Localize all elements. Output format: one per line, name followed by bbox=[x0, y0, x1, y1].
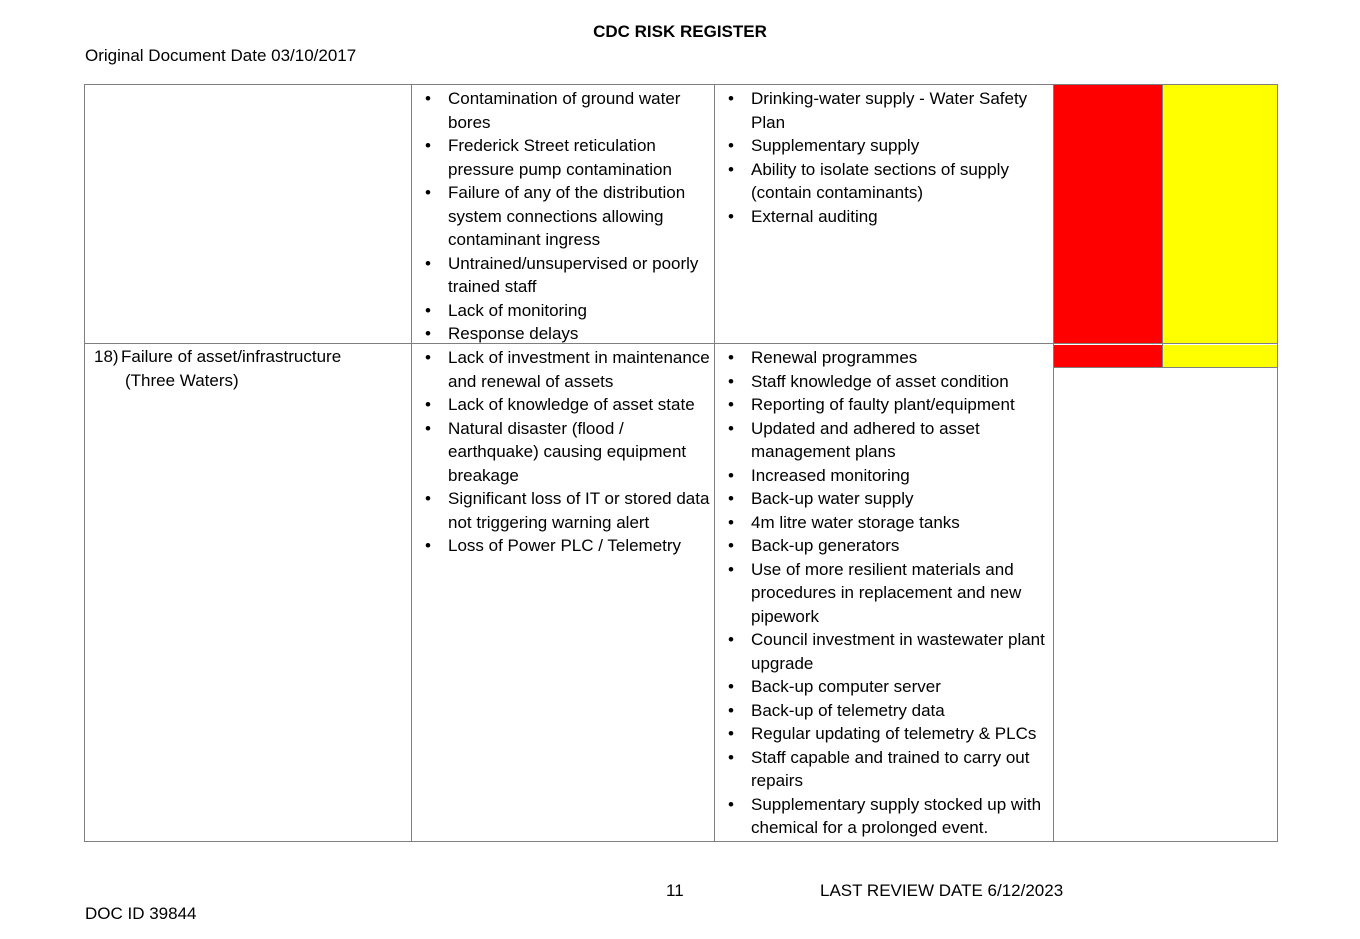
control-item-text: Council investment in wastewater plant upgrade bbox=[751, 630, 1045, 673]
cause-item-text: Lack of knowledge of asset state bbox=[448, 395, 695, 414]
cause-item-text: Response delays bbox=[448, 324, 579, 343]
control-item-text: Drinking-water supply - Water Safety Plan bbox=[751, 89, 1028, 132]
control-item-text: Use of more resilient materials and procedures in replacement and new pipework bbox=[751, 559, 1022, 626]
control-item bbox=[715, 87, 1051, 134]
rating-cell-divider bbox=[1053, 367, 1278, 368]
control-item bbox=[715, 628, 1051, 675]
bullet-icon: • bbox=[728, 371, 734, 391]
table-right-border bbox=[1277, 84, 1278, 842]
row1-controls-cell bbox=[715, 87, 1051, 228]
row2-risk-number: 18) bbox=[94, 347, 119, 366]
bullet-icon: • bbox=[728, 395, 734, 414]
row2-residual-rating-yellow bbox=[1163, 345, 1277, 367]
row2-controls-list bbox=[715, 346, 1051, 840]
bullet-icon: • bbox=[728, 418, 734, 438]
bullet-icon: • bbox=[425, 89, 431, 108]
cause-item-text: Frederick Street reticulation pressure pump contamination bbox=[448, 136, 672, 179]
bullet-icon: • bbox=[728, 747, 734, 767]
cause-item-text: Natural disaster (flood / earthquake) causing equipment breakage bbox=[448, 418, 687, 485]
bullet-icon: • bbox=[425, 253, 431, 273]
control-item-text: Increased monitoring bbox=[751, 465, 910, 485]
cause-item-text: Failure of any of the distribution system connections allowing contaminant ingress bbox=[448, 183, 686, 249]
row1-causes-list bbox=[412, 87, 712, 346]
bullet-icon: • bbox=[425, 324, 431, 343]
row2-causes-cell bbox=[412, 346, 712, 558]
control-item bbox=[715, 746, 1051, 793]
control-item bbox=[715, 134, 1051, 158]
column-divider-4 bbox=[1162, 84, 1163, 368]
document-title: CDC RISK REGISTER bbox=[593, 22, 767, 41]
last-review-date: LAST REVIEW DATE 6/12/2023 bbox=[820, 881, 1064, 900]
row1-causes-cell bbox=[412, 87, 712, 346]
control-item-text: Supplementary supply bbox=[751, 136, 920, 155]
cause-item bbox=[412, 299, 712, 323]
control-item bbox=[715, 205, 1051, 229]
control-item-text: Regular updating of telemetry & PLCs bbox=[751, 724, 1037, 743]
control-item bbox=[715, 793, 1051, 840]
bullet-icon: • bbox=[728, 136, 734, 155]
row2-causes-list bbox=[412, 346, 712, 558]
control-item-text: Renewal programmes bbox=[751, 348, 918, 367]
control-item-text: Back-up of telemetry data bbox=[751, 700, 945, 720]
bullet-icon: • bbox=[728, 794, 734, 814]
bullet-icon: • bbox=[728, 536, 734, 555]
bullet-icon: • bbox=[728, 465, 734, 485]
bullet-icon: • bbox=[728, 724, 734, 743]
control-item bbox=[715, 370, 1051, 394]
row2-controls-cell bbox=[715, 346, 1051, 840]
row2-risk-title bbox=[121, 345, 391, 392]
table-left-border bbox=[84, 84, 85, 842]
cause-item bbox=[412, 87, 712, 134]
bullet-icon: • bbox=[728, 206, 734, 226]
cause-item-text: Untrained/unsupervised or poorly trained staff bbox=[448, 253, 699, 296]
cause-item-text: Lack of monitoring bbox=[448, 300, 587, 320]
cause-item bbox=[412, 534, 712, 558]
row1-residual-rating-yellow bbox=[1163, 85, 1277, 344]
control-item bbox=[715, 722, 1051, 746]
bullet-icon: • bbox=[728, 348, 734, 367]
bullet-icon: • bbox=[728, 559, 734, 579]
row2-inherent-rating-red bbox=[1054, 345, 1162, 367]
control-item bbox=[715, 534, 1051, 558]
cause-item bbox=[412, 346, 712, 393]
bullet-icon: • bbox=[728, 512, 734, 532]
bullet-icon: • bbox=[425, 183, 431, 202]
bullet-icon: • bbox=[425, 418, 431, 438]
bullet-icon: • bbox=[425, 395, 431, 414]
doc-id: DOC ID 39844 bbox=[85, 904, 197, 923]
control-item bbox=[715, 464, 1051, 488]
control-item-text: Back-up computer server bbox=[751, 677, 941, 696]
row2-risk-title-line1: Failure of asset/infrastructure bbox=[121, 347, 342, 366]
control-item-text: Staff capable and trained to carry out repairs bbox=[751, 747, 1030, 790]
row1-controls-list bbox=[715, 87, 1051, 228]
control-item bbox=[715, 487, 1051, 511]
control-item bbox=[715, 675, 1051, 699]
cause-item bbox=[412, 252, 712, 299]
control-item-text: External auditing bbox=[751, 206, 878, 226]
bullet-icon: • bbox=[728, 159, 734, 179]
table-top-border bbox=[84, 84, 1278, 85]
cause-item bbox=[412, 322, 712, 346]
control-item bbox=[715, 699, 1051, 723]
bullet-icon: • bbox=[728, 677, 734, 696]
cause-item-text: Lack of investment in maintenance and renewal of assets bbox=[448, 348, 710, 391]
page-number: 11 bbox=[666, 881, 684, 900]
cause-item bbox=[412, 487, 712, 534]
cause-item bbox=[412, 181, 712, 252]
bullet-icon: • bbox=[728, 700, 734, 720]
original-document-date: Original Document Date 03/10/2017 bbox=[85, 46, 357, 65]
control-item-text: Reporting of faulty plant/equipment bbox=[751, 395, 1015, 414]
control-item-text: Staff knowledge of asset condition bbox=[751, 371, 1009, 391]
row1-inherent-rating-red bbox=[1054, 85, 1162, 344]
row2-risk-title-line2: (Three Waters) bbox=[125, 370, 239, 390]
control-item-text: 4m litre water storage tanks bbox=[751, 512, 960, 532]
cause-item bbox=[412, 134, 712, 181]
bullet-icon: • bbox=[425, 348, 431, 367]
bullet-icon: • bbox=[425, 136, 431, 155]
control-item bbox=[715, 158, 1051, 205]
table-bottom-border bbox=[84, 841, 1278, 842]
control-item-text: Ability to isolate sections of supply (contain contaminants) bbox=[751, 159, 1009, 202]
cause-item bbox=[412, 393, 712, 417]
cause-item bbox=[412, 417, 712, 488]
bullet-icon: • bbox=[425, 536, 431, 555]
cause-item-text: Significant loss of IT or stored data not triggering warning alert bbox=[448, 489, 710, 532]
control-item bbox=[715, 346, 1051, 370]
bullet-icon: • bbox=[425, 489, 431, 508]
bullet-icon: • bbox=[728, 630, 734, 649]
control-item-text: Supplementary supply stocked up with chemical for a prolonged event. bbox=[751, 794, 1042, 837]
control-item bbox=[715, 393, 1051, 417]
control-item bbox=[715, 417, 1051, 464]
bullet-icon: • bbox=[728, 89, 734, 108]
control-item-text: Updated and adhered to asset management plans bbox=[751, 418, 980, 461]
control-item bbox=[715, 511, 1051, 535]
control-item bbox=[715, 558, 1051, 629]
cause-item-text: Loss of Power PLC / Telemetry bbox=[448, 536, 682, 555]
bullet-icon: • bbox=[728, 489, 734, 508]
bullet-icon: • bbox=[425, 300, 431, 320]
column-divider-3 bbox=[1053, 84, 1054, 842]
control-item-text: Back-up generators bbox=[751, 536, 900, 555]
cause-item-text: Contamination of ground water bores bbox=[448, 89, 681, 132]
control-item-text: Back-up water supply bbox=[751, 489, 914, 508]
